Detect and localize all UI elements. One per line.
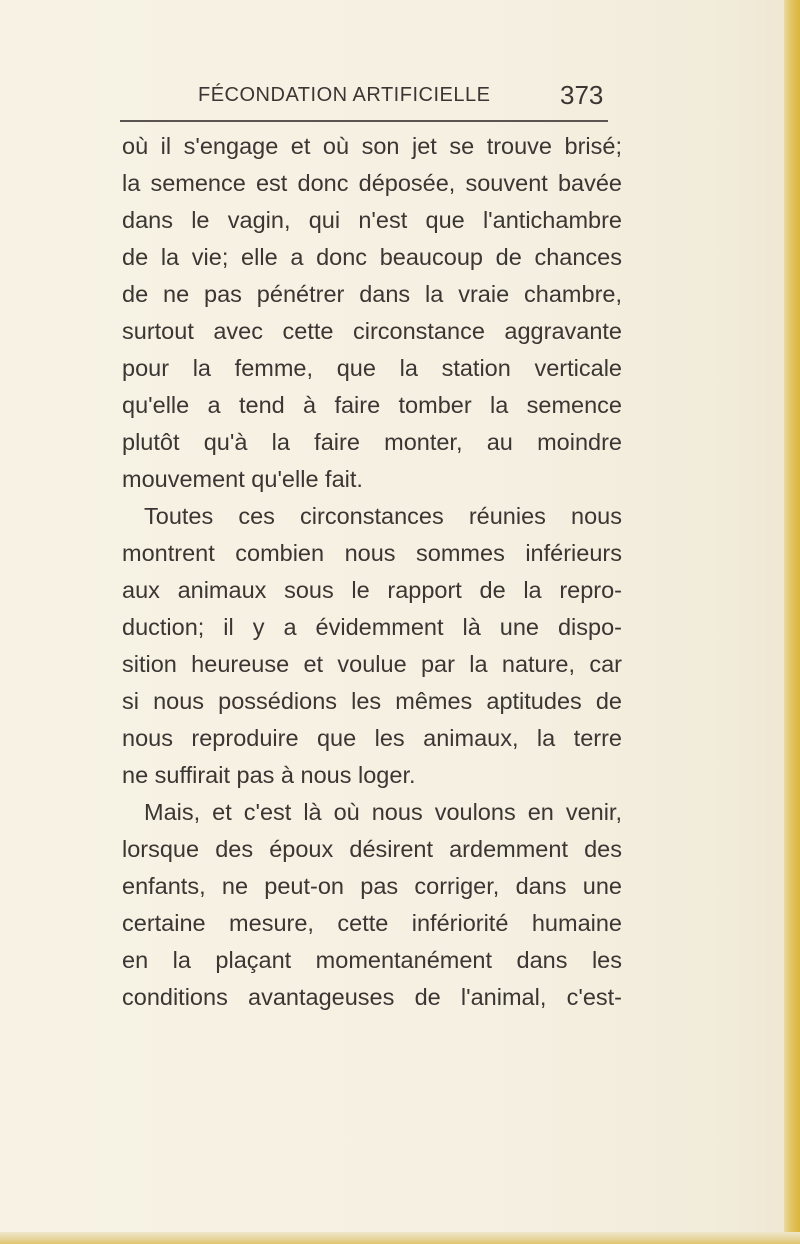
text-line: nous reproduire que les animaux, la terre bbox=[122, 725, 622, 751]
text-line: Mais, et c'est là où nous voulons en venir, bbox=[144, 799, 622, 825]
text-line: lorsque des époux désirent ardemment des bbox=[122, 836, 622, 862]
text-line: pour la femme, que la station verticale bbox=[122, 355, 622, 381]
text-line: qu'elle a tend à faire tomber la semence bbox=[122, 392, 622, 418]
text-line: plutôt qu'à la faire monter, au moindre bbox=[122, 429, 622, 455]
text-line: ne suffirait pas à nous loger. bbox=[122, 762, 416, 788]
text-line: la semence est donc déposée, souvent bavée bbox=[122, 170, 622, 196]
text-line: Toutes ces circonstances réunies nous bbox=[144, 503, 622, 529]
text-line: de la vie; elle a donc beaucoup de chances bbox=[122, 244, 622, 270]
page-edge-bottom bbox=[0, 1232, 800, 1244]
body-text bbox=[122, 128, 622, 1016]
text-line: montrent combien nous sommes inférieurs bbox=[122, 540, 622, 566]
text-line: en la plaçant momentanément dans les bbox=[122, 947, 622, 973]
text-line: où il s'engage et où son jet se trouve brisé; bbox=[122, 133, 622, 159]
running-head: FÉCONDATION ARTIFICIELLE bbox=[198, 84, 491, 106]
text-line: de ne pas pénétrer dans la vraie chambre, bbox=[122, 281, 622, 307]
text-line: aux animaux sous le rapport de la repro- bbox=[122, 577, 622, 603]
header-rule bbox=[120, 120, 608, 122]
page-number: 373 bbox=[560, 80, 604, 110]
text-line: surtout avec cette circonstance aggravante bbox=[122, 318, 622, 344]
text-line: sition heureuse et voulue par la nature, car bbox=[122, 651, 622, 677]
text-line: duction; il y a évidemment là une dispo- bbox=[122, 614, 622, 640]
text-line: dans le vagin, qui n'est que l'antichambre bbox=[122, 207, 622, 233]
text-line: conditions avantageuses de l'animal, c'est- bbox=[122, 984, 622, 1010]
text-line: si nous possédions les mêmes aptitudes de bbox=[122, 688, 622, 714]
text-line: certaine mesure, cette infériorité humaine bbox=[122, 910, 622, 936]
text-line: mouvement qu'elle fait. bbox=[122, 466, 363, 492]
page-header bbox=[198, 80, 618, 116]
text-line: enfants, ne peut-on pas corriger, dans une bbox=[122, 873, 622, 899]
page-edge-right bbox=[784, 0, 800, 1244]
